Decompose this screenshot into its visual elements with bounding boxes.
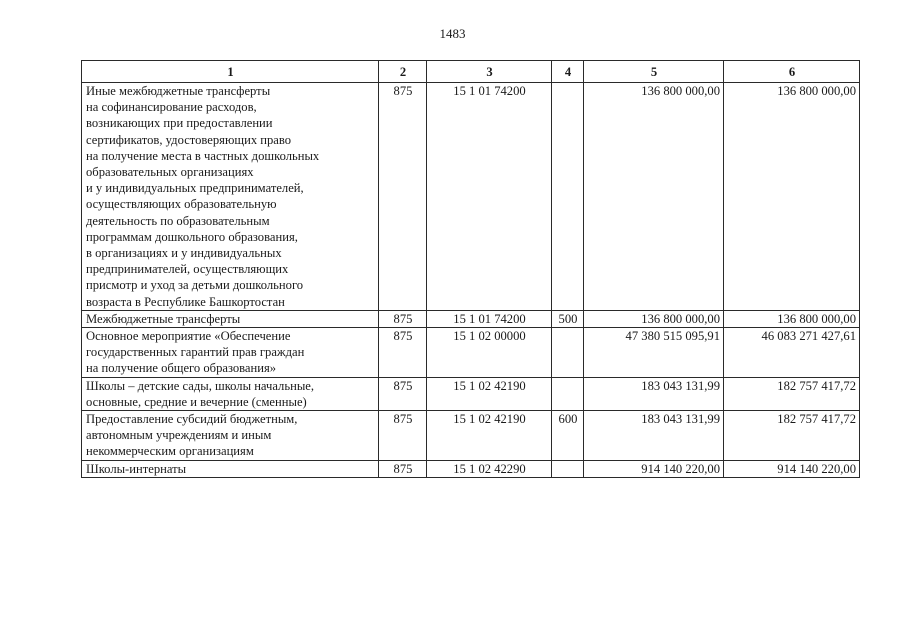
cell-sum1: 183 043 131,99 — [584, 411, 724, 461]
cell-sum1: 47 380 515 095,91 — [584, 328, 724, 378]
cell-article: 15 1 01 74200 — [427, 310, 552, 327]
column-header-name: 1 — [82, 61, 379, 83]
cell-sum2: 136 800 000,00 — [724, 83, 860, 311]
row-name-text: Школы – детские сады, школы начальные, основные, средние и вечерние (сменные) — [86, 378, 315, 409]
cell-sum1: 136 800 000,00 — [584, 83, 724, 311]
row-name-text: Школы-интернаты — [86, 461, 187, 476]
cell-sum2: 182 757 417,72 — [724, 411, 860, 461]
cell-name — [82, 83, 379, 311]
cell-name — [82, 310, 379, 327]
cell-sum2: 914 140 220,00 — [724, 460, 860, 477]
cell-code: 875 — [379, 83, 427, 311]
cell-article: 15 1 02 42190 — [427, 411, 552, 461]
cell-type: 600 — [552, 411, 584, 461]
cell-type — [552, 377, 584, 410]
cell-name — [82, 377, 379, 410]
cell-sum2: 46 083 271 427,61 — [724, 328, 860, 378]
cell-name — [82, 328, 379, 378]
cell-code: 875 — [379, 411, 427, 461]
cell-type — [552, 83, 584, 311]
cell-sum2: 182 757 417,72 — [724, 377, 860, 410]
column-header-article: 3 — [427, 61, 552, 83]
table-row — [82, 411, 860, 461]
page-number: 1483 — [439, 26, 466, 41]
table-row — [82, 83, 860, 311]
cell-sum1: 183 043 131,99 — [584, 377, 724, 410]
row-name-text: Основное мероприятие «Обеспечение государственных гарантий прав граждан на получение общего образования» — [86, 329, 305, 376]
cell-code: 875 — [379, 328, 427, 378]
row-name-text: Межбюджетные трансферты — [86, 311, 241, 326]
column-header-sum2: 6 — [724, 61, 860, 83]
column-header-type: 4 — [552, 61, 584, 83]
cell-sum1: 136 800 000,00 — [584, 310, 724, 327]
cell-name — [82, 411, 379, 461]
budget-table — [81, 60, 860, 478]
table-row — [82, 328, 860, 378]
table-row — [82, 310, 860, 327]
cell-type — [552, 460, 584, 477]
table-row — [82, 377, 860, 410]
cell-article: 15 1 02 00000 — [427, 328, 552, 378]
cell-code: 875 — [379, 310, 427, 327]
row-name-text: Предоставление субсидий бюджетным, автономным учреждениям и иным некоммерческим организациям — [86, 412, 298, 459]
row-name-text: Иные межбюджетные трансферты на софинансирование расходов, возникающих при предоставлении сертификатов, удостоверяющих право на получение места в частных дошкольных образовательных организациях и у индивидуальных предпринимателей, осуществляющих образовательную деятельность по образовательным программам дошкольного образования, в организациях и у индивидуальных предпринимателей, осуществляющих присмотр и уход за детьми дошкольного возраста в Республике Башкортостан — [86, 84, 320, 309]
table-header-row — [82, 61, 860, 83]
cell-type: 500 — [552, 310, 584, 327]
cell-article: 15 1 01 74200 — [427, 83, 552, 311]
column-header-sum1: 5 — [584, 61, 724, 83]
cell-article: 15 1 02 42290 — [427, 460, 552, 477]
table-row — [82, 460, 860, 477]
column-header-code: 2 — [379, 61, 427, 83]
cell-code: 875 — [379, 377, 427, 410]
cell-code: 875 — [379, 460, 427, 477]
cell-sum2: 136 800 000,00 — [724, 310, 860, 327]
cell-sum1: 914 140 220,00 — [584, 460, 724, 477]
cell-type — [552, 328, 584, 378]
cell-name — [82, 460, 379, 477]
cell-article: 15 1 02 42190 — [427, 377, 552, 410]
